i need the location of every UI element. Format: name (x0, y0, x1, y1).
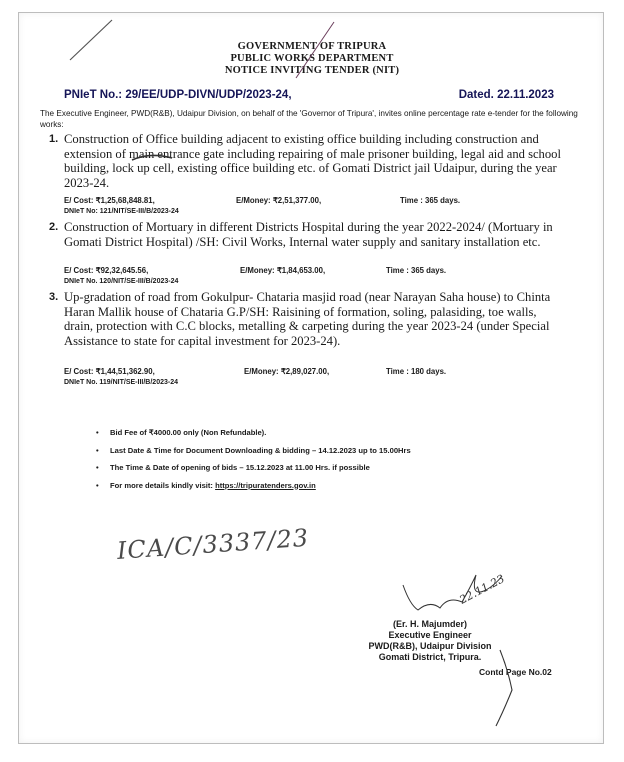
continued-page-note: Contd Page No.02 (479, 667, 552, 677)
header-government: GOVERNMENT OF TRIPURA (237, 41, 387, 52)
work-number: 1. (49, 133, 59, 145)
work-item-1 (49, 132, 562, 190)
signatory-division: PWD(R&B), Udaipur Division (368, 641, 492, 651)
list-item (96, 481, 516, 499)
work-2-dniet: DNIeT No. 120/NIT/SE-III/B/2023-24 (64, 278, 179, 285)
work-description: Construction of Office building adjacent to existing office building including construction and extension of main entrance gate including repairing of male prisoner building, legal aid and school building, lock up cell, existing office building etc. of Gomati District jail Udaipur, during the year 2023-24. (64, 132, 561, 190)
signatory-designation: Executive Engineer (388, 630, 472, 640)
work-description: Construction of Mortuary in different Districts Hospital during the year 2022-2024/ (Mortuary in Gomati District Hospital) /SH: Civil Works, Internal water supply and sanitary installation etc. (64, 220, 553, 249)
work-item-2 (49, 220, 562, 249)
bullet-icon: • (96, 428, 99, 437)
reference-line (64, 89, 554, 101)
list-item (96, 446, 516, 464)
bullet-icon: • (96, 463, 99, 472)
list-item (96, 428, 516, 446)
work-number: 3. (49, 291, 59, 303)
bullet-icon: • (96, 445, 99, 455)
estimated-cost: E/ Cost: ₹1,44,51,362.90, (64, 367, 155, 376)
pniet-number: PNIeT No.: 29/EE/UDP-DIVN/UDP/2023-24, (64, 89, 292, 101)
intro-paragraph: The Executive Engineer, PWD(R&B), Udaipur Division, on behalf of the 'Governor of Tripura', invites online percentage rate e-tender for the following works: (40, 109, 578, 129)
work-number: 2. (49, 221, 59, 233)
estimated-cost: E/ Cost: ₹1,25,68,848.81, (64, 196, 155, 205)
dated: Dated. 22.11.2023 (458, 89, 554, 101)
signatory-district: Gomati District, Tripura. (378, 652, 482, 662)
last-date: Last Date & Time for Document Downloading & bidding – 14.12.2023 up to 15.00Hrs (110, 445, 411, 455)
handwritten-reference: ICA/C/3337/23 (116, 523, 310, 565)
time-limit: Time : 365 days. (386, 266, 447, 275)
signatory-name: (Er. H. Majumder) (392, 619, 467, 629)
work-3-dniet: DNIeT No. 119/NIT/SE-III/B/2023-24 (64, 379, 178, 386)
earnest-money: E/Money: ₹1,84,653.00, (240, 266, 326, 275)
time-limit: Time : 365 days. (400, 196, 461, 205)
signature-block (355, 619, 505, 663)
more-details (110, 481, 316, 490)
earnest-money: E/Money: ₹2,51,377.00, (236, 196, 322, 205)
opening-date: The Time & Date of opening of bids – 15.12.2023 at 11.00 Hrs. if possible (110, 463, 370, 472)
signature-date: 22.11.23 (457, 572, 507, 607)
bid-fee: Bid Fee of ₹4000.00 only (Non Refundable). (110, 428, 267, 437)
bullet-icon: • (96, 480, 99, 490)
more-details-label: For more details kindly visit: (110, 480, 213, 490)
header-department: PUBLIC WORKS DEPARTMENT (230, 53, 394, 64)
time-limit: Time : 180 days. (386, 367, 447, 376)
estimated-cost: E/ Cost: ₹92,32,645.56, (64, 266, 149, 275)
tender-details-list (96, 428, 516, 498)
work-1-dniet: DNIeT No: 121/NIT/SE-III/B/2023-24 (64, 208, 179, 215)
work-item-3 (49, 290, 562, 348)
work-description: Up-gradation of road from Gokulpur- Chataria masjid road (near Narayan Saha house) to Chinta Haran Mallik house of Chataria G.P/SH: Raisining of formation, soling, palasiding, toe walls, drain, protection with C.C blocks, metalling & carpeting during the year 2023-24 (under Special Assistance to state for capital investment for 2023-24). (64, 290, 551, 348)
earnest-money: E/Money: ₹2,89,027.00, (244, 367, 330, 376)
list-item (96, 463, 516, 481)
tender-portal-link[interactable]: https://tripuratenders.gov.in (215, 480, 316, 490)
header-nit-title: NOTICE INVITING TENDER (NIT) (224, 65, 400, 76)
